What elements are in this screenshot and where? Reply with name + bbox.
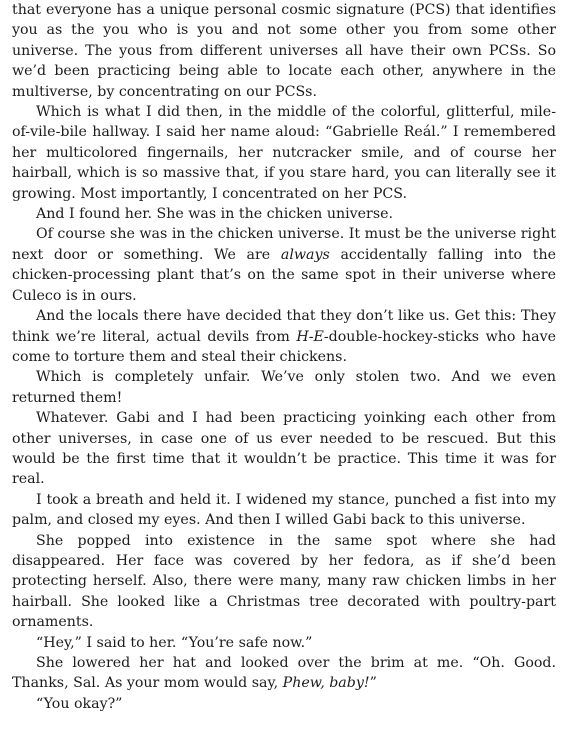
text-run: I took a breath and held it. I widened my stance, punched a fist into my palm, and closed my eyes. And then I willed Gabi back to this universe.: [12, 491, 556, 529]
text-run: And I found her. She was in the chicken universe.: [36, 206, 394, 223]
italic-text: H-E: [296, 328, 324, 345]
book-page: [12, 0, 556, 714]
paragraph: [12, 633, 556, 653]
text-run: that everyone has a unique personal cosmic signature (PCS) that identifies you as the you who is you and not some other you from some other universe. The yous from different universes all have their own PCSs. So we’d been practicing being able to locate each other, anywhere in the multiverse, by concentrating on our PCSs.: [12, 2, 556, 100]
italic-text: always: [280, 246, 330, 263]
text-run: And the locals there have decided that they don’t like us. Get this: They think we’re literal, actual devils from: [12, 308, 556, 345]
body-text: [12, 0, 556, 714]
text-run: Which is what I did then, in the middle of the colorful, glitterful, mile-of-vile-bile hallway. I said her name aloud: “Gabrielle Reál.” I remembered her multicolored fingernails, her nutcracker smile, and of course her hairball, which is so massive that, if you stare hard, you can literally see it growing. Most importantly, I concentrated on her PCS.: [12, 104, 556, 202]
italic-text: Phew, baby!: [282, 675, 370, 692]
text-run: ”: [369, 675, 377, 692]
text-run: She lowered her hat and looked over the brim at me. “Oh. Good. Thanks, Sal. As your mom would say,: [12, 655, 556, 692]
paragraph: [12, 204, 556, 224]
paragraph: [12, 306, 556, 367]
paragraph: [12, 653, 556, 694]
paragraph: [12, 102, 556, 204]
text-run: Which is completely unfair. We’ve only stolen two. And we even returned them!: [12, 369, 556, 406]
paragraph: [12, 694, 556, 714]
text-run: “You okay?”: [36, 695, 123, 712]
text-run: accidentally falling into the chicken-processing plant that’s on the same spot in their universe where Culeco is in ours.: [12, 246, 556, 304]
text-run: She popped into existence in the same spot where she had disappeared. Her face was covered by her fedora, as if she’d been protecting herself. Also, there were many, many raw chicken limbs in her hairball. She looked like a Christmas tree decorated with poultry-part ornaments.: [12, 532, 556, 631]
paragraph: [12, 224, 556, 306]
text-run: “Hey,” I said to her. “You’re safe now.”: [36, 634, 313, 651]
text-run: Of course she was in the chicken universe. It must be the universe right next door or something. We are: [12, 226, 556, 263]
paragraph: [12, 0, 556, 102]
text-run: Whatever. Gabi and I had been practicing yoinking each other from other universes, in case one of us ever needed to be rescued. But this would be the first time that it wouldn’t be practice. This time it was for real.: [12, 410, 556, 488]
paragraph: [12, 367, 556, 408]
paragraph: [12, 531, 556, 633]
text-run: -double-hockey-sticks who have come to torture them and steal their chickens.: [12, 328, 556, 365]
paragraph: [12, 490, 556, 531]
paragraph: [12, 408, 556, 490]
